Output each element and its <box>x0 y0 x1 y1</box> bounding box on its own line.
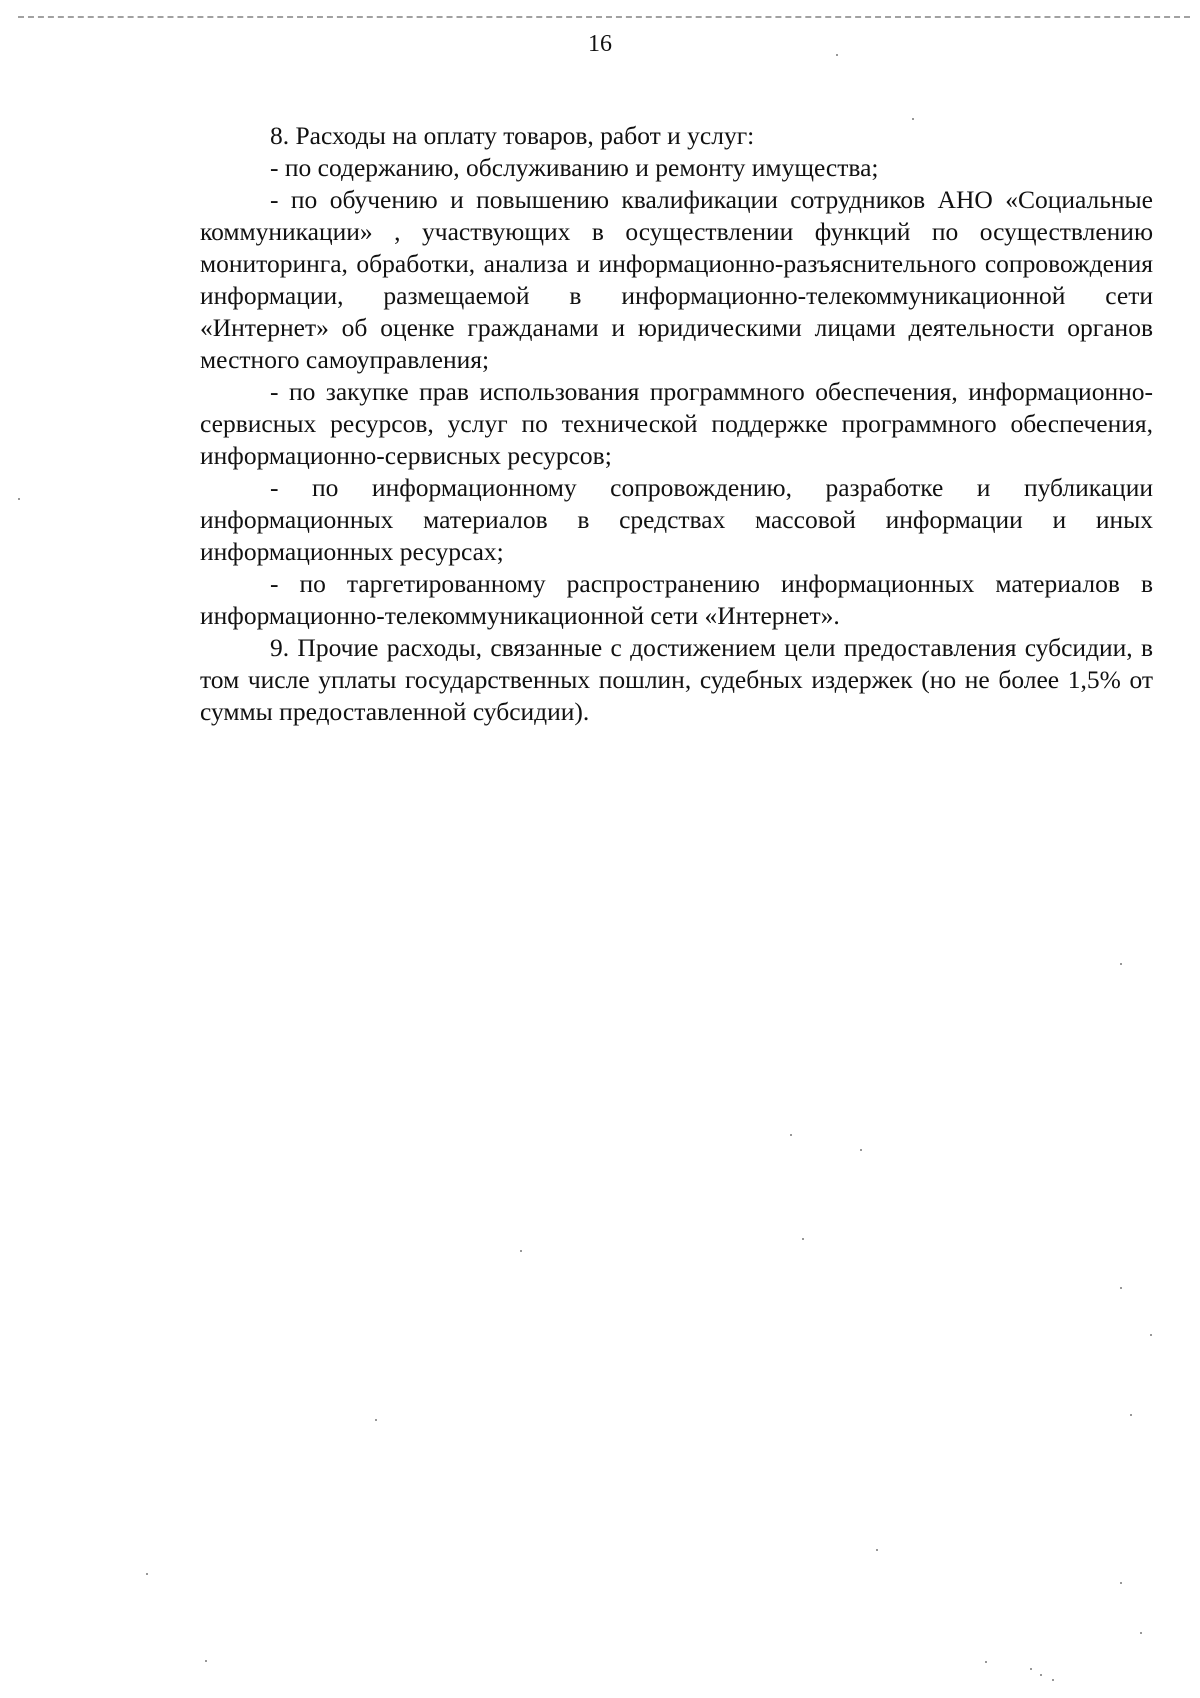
scan-speck <box>1040 1674 1042 1676</box>
scan-speck <box>520 1250 522 1252</box>
paragraph-staff-training: - по обучению и повышению квалификации сотрудников АНО «Социальные коммуникации» , участвующих в осуществлении функций по осуществлению мониторинга, обработки, анализа и информационно-разъяснительного сопровождения информации, размещаемой в информационно-телекоммуникационной сети «Интернет» об оценке гражданами и юридическими лицами деятельности органов местного самоуправления; <box>200 185 1153 374</box>
scan-speck <box>790 1134 792 1136</box>
paragraph-item-9-other-expenses: 9. Прочие расходы, связанные с достижением цели предоставления субсидии, в том числе уплаты государственных пошлин, судебных издержек (но не более 1,5% от суммы предоставленной субсидии). <box>200 633 1153 726</box>
scan-speck <box>876 1549 878 1551</box>
page-number: 16 <box>588 31 612 57</box>
scan-speck <box>1052 1679 1054 1681</box>
scan-speck <box>1140 1632 1142 1634</box>
scan-speck <box>18 498 20 500</box>
scan-speck <box>1130 1414 1132 1416</box>
paragraph-software-rights: - по закупке прав использования программного обеспечения, информационно-сервисных ресурсов, услуг по технической поддержке программного обеспечения, информационно-сервисных ресурсов; <box>200 377 1153 470</box>
scan-speck <box>1120 1287 1122 1289</box>
scan-speck <box>1120 963 1122 965</box>
scan-speck <box>836 54 838 56</box>
scan-speck <box>146 1573 148 1575</box>
scan-speck <box>912 118 914 120</box>
scan-speck <box>802 1238 804 1240</box>
scan-speck <box>1120 1582 1122 1584</box>
paragraph-information-support: - по информационному сопровождению, разработке и публикации информационных материалов в средствах массовой информации и иных информационных ресурсах; <box>200 473 1153 566</box>
scan-speck <box>1030 1668 1032 1670</box>
paragraph-item-8-heading: 8. Расходы на оплату товаров, работ и услуг: <box>270 121 755 150</box>
scan-top-edge <box>18 16 1190 18</box>
scan-speck <box>860 1149 862 1151</box>
scan-speck <box>985 1661 987 1663</box>
scan-speck <box>205 1660 207 1662</box>
document-body <box>200 120 1153 728</box>
scan-speck <box>375 1419 377 1421</box>
paragraph-targeted-distribution: - по таргетированному распространению информационных материалов в информационно-телекоммуникационной сети «Интернет». <box>200 569 1153 630</box>
scan-speck <box>1150 1334 1152 1336</box>
paragraph-property-maintenance: - по содержанию, обслуживанию и ремонту имущества; <box>270 153 879 182</box>
